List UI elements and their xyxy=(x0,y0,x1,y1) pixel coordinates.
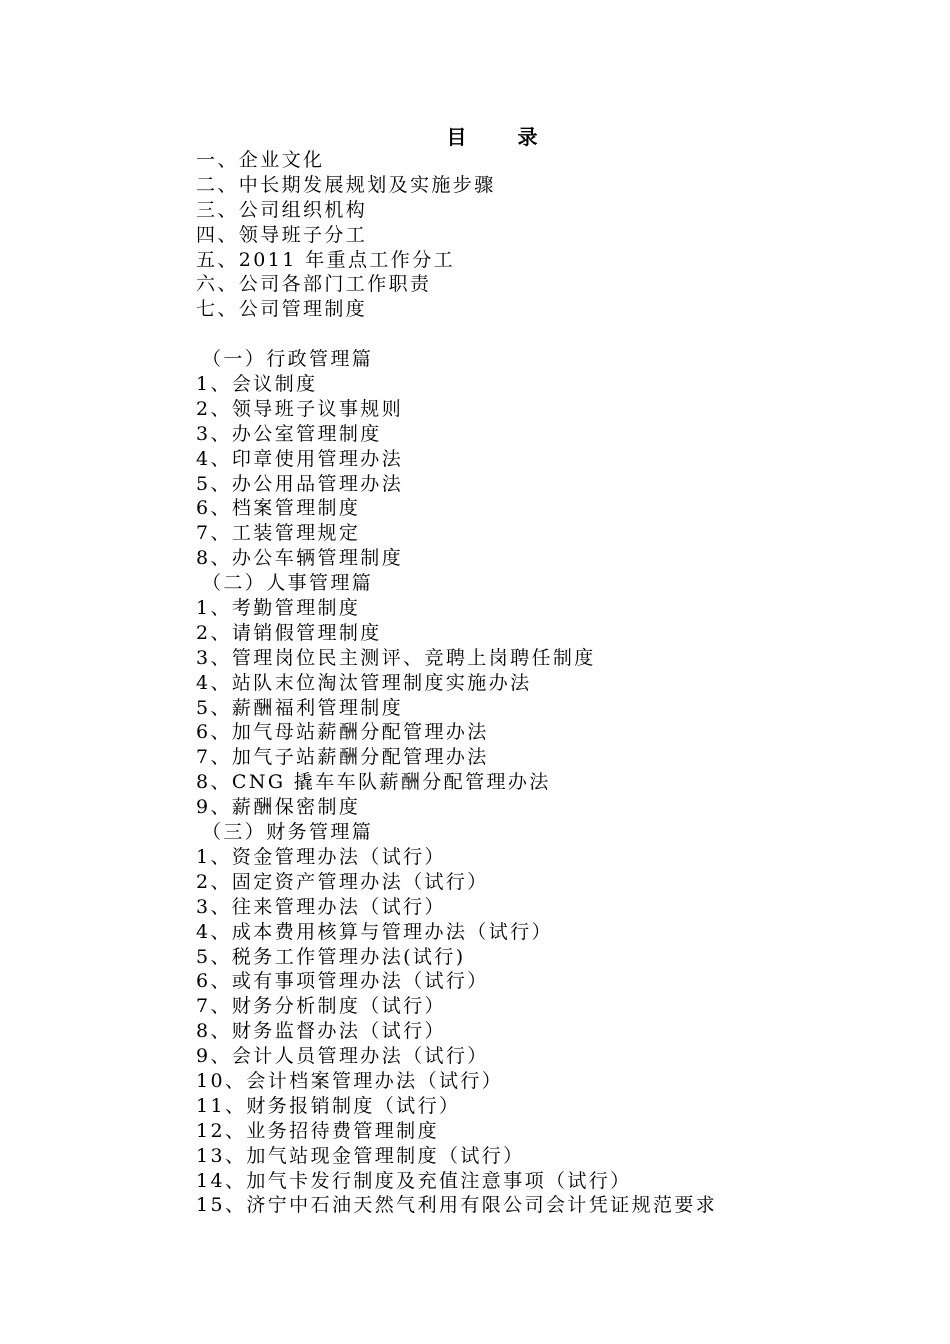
toc-entry: 4、站队末位淘汰管理制度实施办法 xyxy=(196,671,532,694)
toc-entry: 9、会计人员管理办法（试行） xyxy=(196,1045,489,1068)
toc-entry: 1、资金管理办法（试行） xyxy=(196,845,446,868)
toc-entry: 1、会议制度 xyxy=(196,373,318,396)
toc-entry: 5、办公用品管理办法 xyxy=(196,472,404,495)
toc-entry: 7、加气子站薪酬分配管理办法 xyxy=(196,746,489,769)
toc-entry: 4、印章使用管理办法 xyxy=(196,447,404,470)
toc-entry: 六、公司各部门工作职责 xyxy=(196,273,432,296)
toc-spacer xyxy=(196,322,896,347)
toc-section-heading: （二）人事管理篇 xyxy=(202,572,374,595)
toc-entry: 3、办公室管理制度 xyxy=(196,422,382,445)
toc-entry: 7、工装管理规定 xyxy=(196,522,361,545)
toc-entry: 6、档案管理制度 xyxy=(196,497,361,520)
toc-entry: 2、领导班子议事规则 xyxy=(196,397,404,420)
toc-entry: 15、济宁中石油天然气利用有限公司会计凭证规范要求 xyxy=(196,1194,718,1217)
toc-entry: 8、办公车辆管理制度 xyxy=(196,547,404,570)
toc-entry: 七、公司管理制度 xyxy=(196,298,368,321)
toc-entry: 二、中长期发展规划及实施步骤 xyxy=(196,173,496,196)
toc-entry: 9、薪酬保密制度 xyxy=(196,796,361,819)
toc-entry: 8、CNG 撬车车队薪酬分配管理办法 xyxy=(196,771,551,794)
toc-entry: 1、考勤管理制度 xyxy=(196,597,361,620)
toc-entry: 10、会计档案管理办法（试行） xyxy=(196,1069,504,1092)
toc-entry: 3、往来管理办法（试行） xyxy=(196,895,446,918)
toc-entry: 11、财务报销制度（试行） xyxy=(196,1094,461,1117)
toc-entry: 5、税务工作管理办法(试行) xyxy=(196,945,466,968)
toc-entry: 三、公司组织机构 xyxy=(196,198,368,221)
table-of-contents xyxy=(196,148,896,1218)
toc-entry: 13、加气站现金管理制度（试行） xyxy=(196,1144,525,1167)
toc-section-heading: （一）行政管理篇 xyxy=(202,348,374,371)
toc-entry: 6、加气母站薪酬分配管理办法 xyxy=(196,721,489,744)
toc-entry: 3、管理岗位民主测评、竞聘上岗聘任制度 xyxy=(196,646,596,669)
toc-entry: 8、财务监督办法（试行） xyxy=(196,1020,446,1043)
toc-entry: 四、领导班子分工 xyxy=(196,223,368,246)
toc-section-heading: （三）财务管理篇 xyxy=(202,821,374,844)
toc-entry: 2、请销假管理制度 xyxy=(196,621,382,644)
toc-entry: 12、业务招待费管理制度 xyxy=(196,1119,439,1142)
toc-entry: 14、加气卡发行制度及充值注意事项（试行） xyxy=(196,1169,632,1192)
toc-entry: 7、财务分析制度（试行） xyxy=(196,995,446,1018)
toc-entry: 5、薪酬福利管理制度 xyxy=(196,696,404,719)
toc-entry: 一、企业文化 xyxy=(196,149,325,171)
toc-entry: 4、成本费用核算与管理办法（试行） xyxy=(196,920,553,943)
toc-title: 目 录 xyxy=(446,125,560,149)
toc-entry: 五、2011 年重点工作分工 xyxy=(196,248,455,271)
toc-entry: 2、固定资产管理办法（试行） xyxy=(196,870,489,893)
toc-entry: 6、或有事项管理办法（试行） xyxy=(196,970,489,993)
